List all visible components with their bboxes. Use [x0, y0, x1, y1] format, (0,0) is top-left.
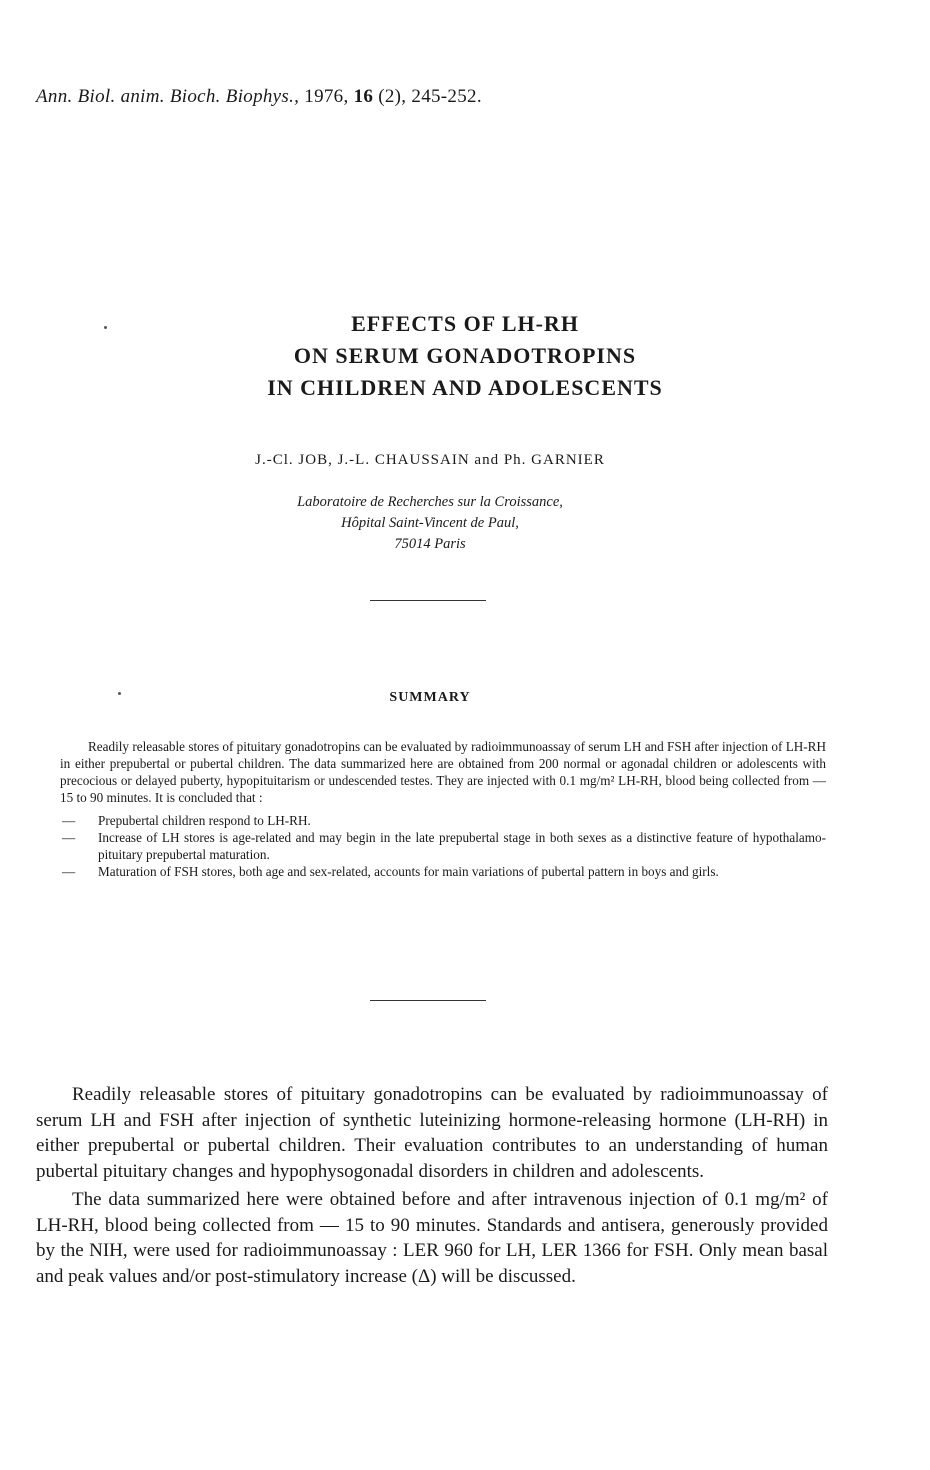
- affiliation-line: Hôpital Saint-Vincent de Paul,: [341, 515, 519, 531]
- conclusion-text: Increase of LH stores is age-related and may begin in the late prepubertal stage in both sexes as a distinctive feature of hypothalamo-pituitary prepubertal maturation.: [98, 830, 826, 862]
- title-line: EFFECTS OF LH-RH: [351, 311, 579, 336]
- dash-marker: —: [62, 864, 76, 879]
- title-line: ON SERUM GONADOTROPINS: [293, 343, 637, 368]
- journal-year: 1976,: [304, 86, 349, 107]
- body-paragraph: The data summarized here were obtained before and after intravenous injection of 0.1 mg/m² of LH-RH, blood being collected from — 15 to 90 minutes. Standards and antisera, generously provided by the NIH, were used for radioimmunoassay : LER 960 for LH, LER 1366 for FSH. Only mean basal and peak values and/or post-stimulatory increase (Δ) will be discussed.: [36, 1189, 828, 1287]
- divider-rule: [370, 1000, 486, 1001]
- affiliation-line: 75014 Paris: [394, 536, 466, 552]
- summary-heading: SUMMARY: [389, 690, 471, 705]
- conclusion-item: [60, 863, 826, 880]
- body-text: [36, 1082, 828, 1292]
- summary-conclusions: [60, 812, 826, 880]
- author-list: J.-Cl. JOB, J.-L. CHAUSSAIN and Ph. GARNIER: [255, 452, 605, 468]
- divider-rule: [370, 600, 486, 601]
- conclusion-text: Prepubertal children respond to LH-RH.: [98, 813, 311, 828]
- summary-section: [60, 738, 826, 880]
- conclusion-text: Maturation of FSH stores, both age and sex-related, accounts for main variations of pubertal pattern in boys and girls.: [98, 864, 719, 879]
- summary-paragraph: Readily releasable stores of pituitary gonadotropins can be evaluated by radioimmunoassay of serum LH and FSH after injection of LH-RH in either prepubertal or pubertal children. The data summarized here are obtained from 200 normal or agonadal children or adolescents with precocious or delayed puberty, hypopituitarism or undescended testes. They are injected with 0.1 mg/m² LH-RH, blood being collected from — 15 to 90 minutes. It is concluded that :: [60, 739, 826, 805]
- dash-marker: —: [62, 830, 76, 845]
- conclusion-item: [60, 812, 826, 829]
- body-paragraph: Readily releasable stores of pituitary gonadotropins can be evaluated by radioimmunoassay of serum LH and FSH after injection of synthetic luteinizing hormone-releasing hormone (LH-RH) in either prepubertal or pubertal children. Their evaluation contributes to an understanding of human pubertal pituitary changes and hypophysogonadal disorders in children and adolescents.: [36, 1084, 828, 1182]
- affiliation: [0, 492, 860, 555]
- conclusion-item: [60, 829, 826, 863]
- paper-title: [0, 308, 930, 404]
- dash-marker: —: [62, 813, 76, 828]
- journal-name: Ann. Biol. anim. Bioch. Biophys.,: [36, 86, 300, 107]
- title-line: IN CHILDREN AND ADOLESCENTS: [267, 375, 663, 400]
- journal-volume: 16: [353, 86, 374, 107]
- affiliation-line: Laboratoire de Recherches sur la Croissance,: [297, 494, 563, 510]
- journal-issue-pages: (2), 245-252.: [378, 86, 482, 107]
- journal-citation: [36, 86, 482, 108]
